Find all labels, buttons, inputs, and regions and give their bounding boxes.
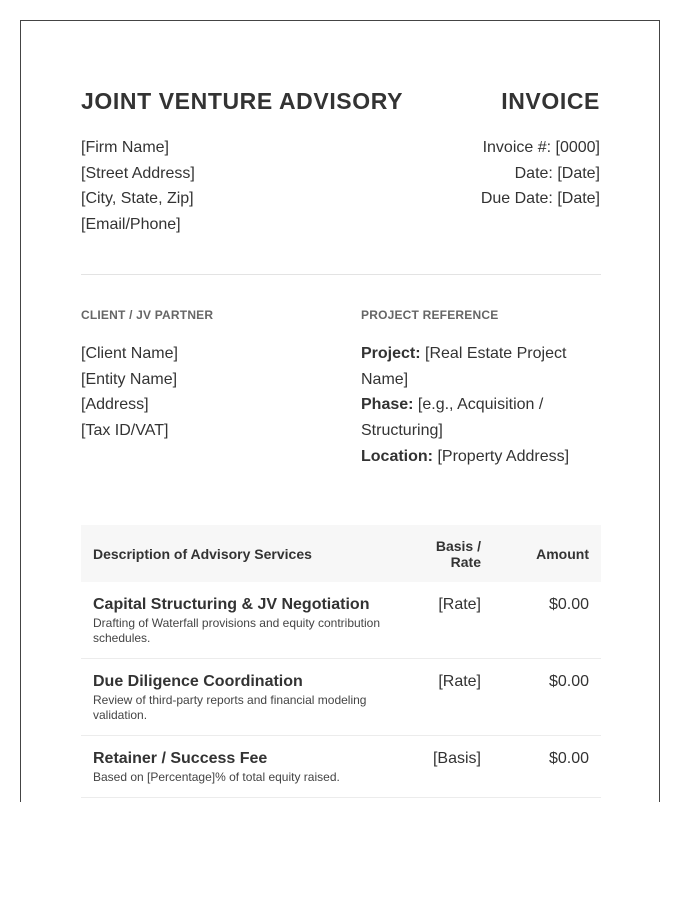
firm-title: JOINT VENTURE ADVISORY xyxy=(81,88,404,114)
service-description: Drafting of Waterfall provisions and equity contribution schedules. xyxy=(93,616,381,645)
project-heading: PROJECT REFERENCE xyxy=(361,308,499,322)
client-address: [Address] xyxy=(81,396,149,414)
column-header-amount: Amount xyxy=(536,545,589,562)
service-name: Due Diligence Coordination xyxy=(93,673,303,690)
service-rate: [Rate] xyxy=(401,659,497,736)
service-amount: $0.00 xyxy=(497,659,601,736)
service-cell xyxy=(81,736,401,798)
header-divider xyxy=(81,274,601,275)
project-label: Project: xyxy=(361,345,421,362)
project-location-line xyxy=(361,444,601,470)
invoice-meta xyxy=(481,135,600,212)
service-rate: [Rate] xyxy=(401,582,497,659)
client-name: [Client Name] xyxy=(81,345,178,362)
firm-name: [Firm Name] xyxy=(81,139,169,156)
table-row xyxy=(81,659,601,736)
project-details xyxy=(361,341,601,470)
location-label: Location: xyxy=(361,447,433,465)
invoice-number: Invoice #: [0000] xyxy=(482,139,600,156)
service-amount: $0.00 xyxy=(497,582,601,659)
firm-city-state-zip: [City, State, Zip] xyxy=(81,190,194,208)
phase-value: [e.g., Acquisition / Structuring] xyxy=(361,396,544,440)
service-description: Based on [Percentage]% of total equity raised. xyxy=(93,770,340,784)
client-entity-name: [Entity Name] xyxy=(81,370,178,388)
invoice-sheet xyxy=(20,20,660,802)
services-table-wrapper xyxy=(81,525,601,798)
service-name: Retainer / Success Fee xyxy=(93,750,268,767)
column-header-rate: Basis / Rate xyxy=(435,537,481,570)
firm-email-phone: [Email/Phone] xyxy=(81,216,181,234)
service-cell xyxy=(81,659,401,736)
client-tax-id: [Tax ID/VAT] xyxy=(81,422,169,440)
table-header-row xyxy=(81,525,601,582)
phase-label: Phase: xyxy=(361,396,414,414)
project-name-line xyxy=(361,341,601,392)
project-phase-line xyxy=(361,392,601,443)
document-title: INVOICE xyxy=(501,88,600,114)
service-description: Review of third-party reports and financial modeling validation. xyxy=(93,693,367,722)
location-value: [Property Address] xyxy=(437,447,570,465)
service-name: Capital Structuring & JV Negotiation xyxy=(93,596,370,613)
column-header-description: Description of Advisory Services xyxy=(93,545,312,562)
firm-details xyxy=(81,135,195,238)
invoice-due-date: Due Date: [Date] xyxy=(480,190,600,208)
service-cell xyxy=(81,582,401,659)
client-details xyxy=(81,341,178,444)
client-heading: CLIENT / JV PARTNER xyxy=(81,308,214,322)
services-table xyxy=(81,525,601,798)
table-row xyxy=(81,582,601,659)
firm-street-address: [Street Address] xyxy=(81,164,195,182)
project-value: [Real Estate Project Name] xyxy=(361,345,567,388)
service-rate: [Basis] xyxy=(401,736,497,798)
table-row xyxy=(81,736,601,798)
invoice-date: Date: [Date] xyxy=(514,164,600,182)
service-amount: $0.00 xyxy=(497,736,601,798)
